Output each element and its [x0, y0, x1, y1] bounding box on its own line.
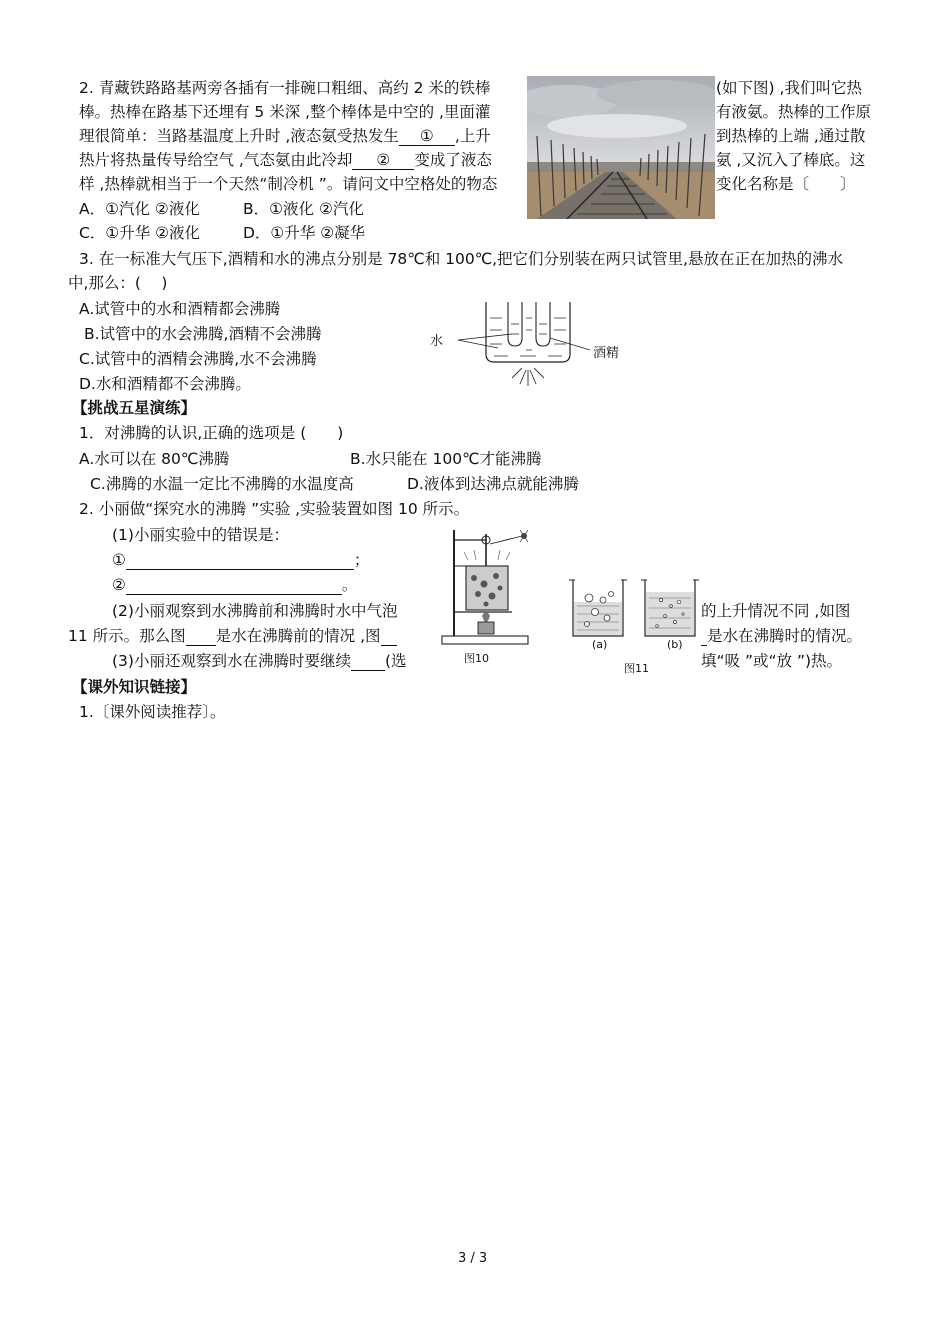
- q2-line4-text: 热片将热量传导给空气 ,气态氨由此冷却: [79, 151, 353, 169]
- before-boiling-text: 是水在沸腾前的情况 ,图: [215, 627, 381, 645]
- challenge-q2-part2-line2: [68, 624, 397, 648]
- q2-option-d: D．①升华 ②凝华: [243, 224, 366, 242]
- challenge-q2-part3: [112, 649, 407, 673]
- q2-line4-right: 氨 ,又沉入了棒底。这: [716, 151, 866, 169]
- fig10-apparatus: [438, 524, 536, 650]
- label-alcohol: 酒精: [593, 346, 620, 361]
- error-1-marker: ①: [112, 551, 126, 569]
- extra-item-1: 1.〔课外阅读推荐〕。: [79, 703, 226, 721]
- answer-blank-2: [126, 576, 342, 595]
- q2-line3-text: 理很简单：当路基温度上升时 ,液态氨受热发生: [79, 127, 399, 145]
- error-2-end: 。: [341, 576, 358, 594]
- answer-blank-3: [186, 627, 216, 646]
- during-boiling-text: 是水在沸腾时的情况。: [707, 627, 863, 645]
- blank-1: ①: [399, 127, 455, 146]
- page-number: 3 / 3: [458, 1251, 488, 1266]
- q2-line5-right: 变化名称是〔 〕: [716, 175, 856, 193]
- q2-line3-tail: ,上升: [454, 127, 491, 145]
- q2-line3-right: 到热棒的上端 ,通过散: [716, 127, 866, 145]
- q2-line1-right: (如下图) ,我们叫它热: [716, 79, 862, 97]
- error-2-marker: ②: [112, 576, 126, 594]
- answer-blank-4a: [381, 627, 397, 646]
- fig11-beakers: [567, 578, 703, 640]
- q3-line2: 中,那么：( ): [68, 274, 168, 292]
- q3-option-a: A.试管中的水和酒精都会沸腾: [79, 300, 281, 318]
- fig10-caption: 图10: [464, 652, 489, 665]
- error-1-end: ；: [353, 551, 370, 569]
- q2-line1-left: 2. 青藏铁路路基两旁各插有一排碗口粗细、高约 2 米的铁棒: [79, 79, 491, 97]
- challenge-q1-option-c: C.沸腾的水温一定比不沸腾的水温度高: [90, 475, 354, 493]
- label-water: 水: [430, 334, 444, 349]
- extra-heading: 【课外知识链接】: [72, 678, 197, 696]
- q2-option-c: C．①升华 ②液化: [79, 224, 201, 242]
- q2-line2-left: 棒。热棒在路基下还埋有 5 米深 ,整个棒体是中空的 ,里面灌: [79, 103, 491, 121]
- q2-option-b: B．①液化 ②汽化: [243, 200, 364, 218]
- q2-line4-tail: 变成了液态: [414, 151, 492, 169]
- part3-text: (3)小丽还观察到水在沸腾时要继续: [112, 652, 351, 670]
- blank-2: ②: [352, 151, 414, 170]
- challenge-q1-option-a: A.水可以在 80℃沸腾: [79, 450, 230, 468]
- challenge-q1: 1．对沸腾的认识,正确的选项是 ( ): [79, 424, 344, 442]
- challenge-q2-part3-right: 填“吸 ”或“放 ”)热。: [701, 652, 843, 670]
- challenge-q2-part2-line2-right: [701, 624, 862, 648]
- q3-option-c: C.试管中的酒精会沸腾,水不会沸腾: [79, 350, 317, 368]
- challenge-heading: 【挑战五星演练】: [72, 399, 197, 417]
- q2-line5-left: 样 ,热棒就相当于一个天然“制冷机 ”。请问文中空格处的物态: [79, 175, 498, 193]
- q3-option-b: B.试管中的水会沸腾,酒精不会沸腾: [84, 325, 322, 343]
- part3-paren: (选: [384, 652, 407, 670]
- challenge-q1-option-d: D.液体到达沸点就能沸腾: [407, 475, 579, 493]
- q2-option-a: A．①汽化 ②液化: [79, 200, 200, 218]
- q3-option-d: D.水和酒精都不会沸腾。: [79, 375, 251, 393]
- q2-line4-left: [79, 148, 492, 172]
- answer-blank-1: [126, 551, 354, 570]
- q2-line3-left: [79, 124, 491, 148]
- fig11-ref: 11 所示。那么图: [68, 627, 186, 645]
- challenge-q2-part1: (1)小丽实验中的错误是：: [112, 526, 289, 544]
- q3-line1: 3. 在一标准大气压下,酒精和水的沸点分别是 78℃和 100℃,把它们分别装在两只试管里,悬放在正在加热的沸水: [79, 250, 843, 268]
- challenge-q1-option-b: B.水只能在 100℃才能沸腾: [350, 450, 542, 468]
- fig11-b-label: (b): [667, 638, 683, 651]
- railway-photo: [527, 76, 715, 219]
- error-line-2: [112, 573, 357, 597]
- challenge-q2-part2: (2)小丽观察到水沸腾前和沸腾时水中气泡: [112, 602, 398, 620]
- challenge-q2: 2. 小丽做“探究水的沸腾 ”实验 ,实验装置如图 10 所示。: [79, 500, 470, 518]
- fig11-caption: 图11: [624, 662, 649, 675]
- error-line-1: [112, 548, 369, 572]
- answer-blank-5: [351, 652, 385, 671]
- fig11-a-label: (a): [592, 638, 608, 651]
- q2-line2-right: 有液氨。热棒的工作原: [716, 103, 872, 121]
- challenge-q2-part2-right: 的上升情况不同 ,如图: [701, 602, 851, 620]
